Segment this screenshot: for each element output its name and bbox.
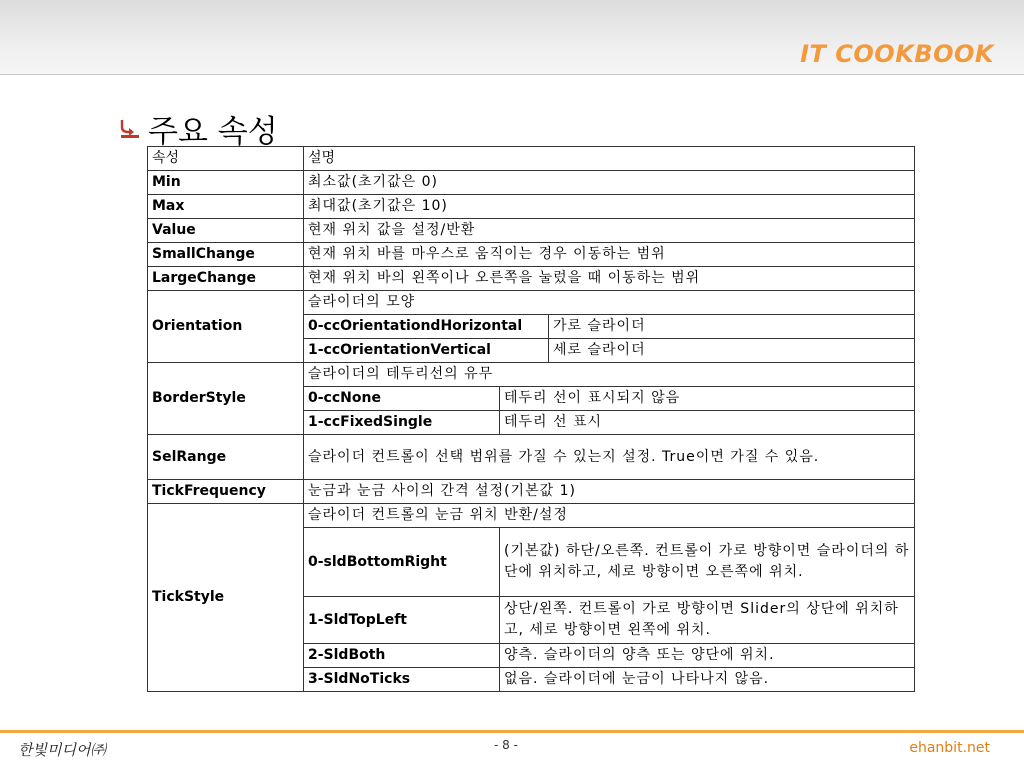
value-constant: 1-SldTopLeft [304,597,500,644]
table-row [148,480,915,504]
property-description: 최소값(초기값은 0) [304,171,915,195]
slide-title-row [118,108,278,148]
property-name: LargeChange [148,267,304,291]
property-name: SmallChange [148,243,304,267]
property-description: 슬라이더 컨트롤의 눈금 위치 반환/설정 [304,504,915,528]
value-description: 가로 슬라이더 [549,315,915,339]
footer-divider [0,730,1024,733]
table-row [148,219,915,243]
slide-title: 주요 속성 [148,113,278,150]
value-constant: 1-ccFixedSingle [304,411,500,435]
table-row [148,435,915,480]
column-header-property: 속성 [148,147,304,171]
property-name: Value [148,219,304,243]
property-name: Orientation [148,291,304,363]
table-header-row [148,147,915,171]
property-description: 현재 위치 값을 설정/반환 [304,219,915,243]
property-description: 현재 위치 바의 왼쪽이나 오른쪽을 눌렀을 때 이동하는 범위 [304,267,915,291]
property-description: 슬라이더 컨트롤이 선택 범위를 가질 수 있는지 설정. True이면 가질 수 있음. [304,435,915,480]
column-header-description: 설명 [304,147,915,171]
value-description: 양측. 슬라이더의 양측 또는 양단에 위치. [500,644,915,668]
value-description: (기본값) 하단/오른쪽. 컨트롤이 가로 방향이면 슬라이더의 하단에 위치하고, 세로 방향이면 오른쪽에 위치. [500,528,915,597]
value-description: 세로 슬라이더 [549,339,915,363]
property-name: TickStyle [148,504,304,692]
property-description: 눈금과 눈금 사이의 간격 설정(기본값 1) [304,480,915,504]
value-description: 테두리 선 표시 [500,411,915,435]
table-row [148,363,915,387]
property-name: BorderStyle [148,363,304,435]
table-row [148,291,915,315]
table-row [148,504,915,528]
value-description: 없음. 슬라이더에 눈금이 나타나지 않음. [500,668,915,692]
table-row [148,195,915,219]
value-constant: 1-ccOrientationVertical [304,339,549,363]
properties-table [147,146,915,692]
table-row [148,171,915,195]
value-constant: 2-SldBoth [304,644,500,668]
brand-logo: IT COOKBOOK [800,40,994,68]
property-description: 슬라이더의 모양 [304,291,915,315]
value-description: 테두리 선이 표시되지 않음 [500,387,915,411]
publisher-name: 한빛미디어㈜ [18,741,106,759]
property-name: Min [148,171,304,195]
table-row [148,243,915,267]
value-description: 상단/왼쪽. 컨트롤이 가로 방향이면 Slider의 상단에 위치하고, 세로 방향이면 왼쪽에 위치. [500,597,915,644]
property-name: Max [148,195,304,219]
property-description: 최대값(초기값은 10) [304,195,915,219]
page-number: - 8 - [494,738,518,752]
value-constant: 0-sldBottomRight [304,528,500,597]
property-description: 슬라이더의 테두리선의 유무 [304,363,915,387]
table-row [148,267,915,291]
property-name: TickFrequency [148,480,304,504]
value-constant: 0-ccNone [304,387,500,411]
property-description: 현재 위치 바를 마우스로 움직이는 경우 이동하는 범위 [304,243,915,267]
value-constant: 3-SldNoTicks [304,668,500,692]
value-constant: 0-ccOrientationdHorizontal [304,315,549,339]
bullet-arrow-icon [118,116,142,140]
site-url: ehanbit.net [909,740,990,756]
header-band [0,0,1024,75]
property-name: SelRange [148,435,304,480]
